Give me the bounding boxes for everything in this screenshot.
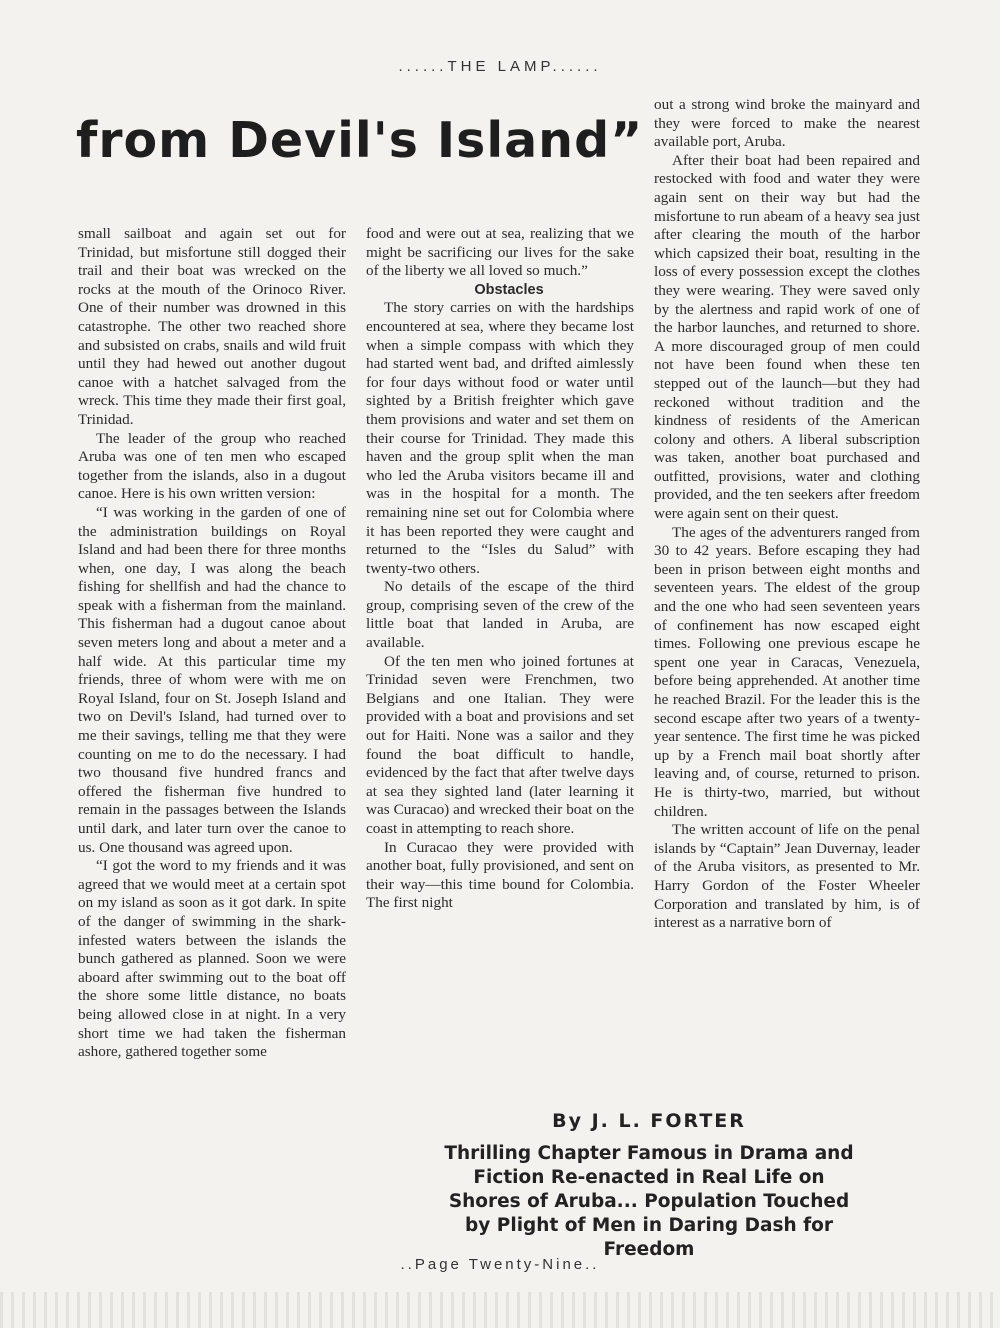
column-3: [654, 96, 920, 933]
running-head: ......THE LAMP......: [398, 58, 602, 75]
paragraph: In Curacao they were provided with another boat, fully provisioned, and sent on their way—this time bound for Colombia. The first night: [366, 838, 634, 912]
article-headline: from Devil's Island”: [76, 112, 644, 169]
paragraph: The ages of the adventurers ranged from 30 to 42 years. Before escaping they had been in prison between eight months and seventeen years. The eldest of the group and the one who had seen seventeen years of confinement has now escaped eight times. Following one previous escape he spent one year in Caracas, Venezuela, before being apprehended. At another time he reached Brazil. For the leader this is the second escape after two years of a twenty-year sentence. The first time he was picked up by a French mail boat shortly after leaving and, of course, returned to prison. He is thirty-two, married, but without children.: [654, 523, 920, 820]
paragraph: No details of the escape of the third group, comprising seven of the crew of the little boat that landed in Aruba, are available.: [366, 578, 634, 652]
column-1: [78, 225, 346, 1062]
paragraph: small sailboat and again set out for Trinidad, but misfortune still dogged their trail and their boat was wrecked on the rocks at the mouth of the Orinoco River. One of their number was drowned in this catastrophe. The other two reached shore and subsisted on crabs, snails and wild fruit until they had hewed out another dugout canoe with a hatchet salvaged from the wreck. This time they made their first goal, Trinidad.: [78, 225, 346, 428]
paragraph: out a strong wind broke the mainyard and they were forced to make the nearest available port, Aruba.: [654, 96, 920, 151]
paragraph: The written account of life on the penal islands by “Captain” Jean Duvernay, leader of the Aruba visitors, as presented to Mr. Harry Gordon of the Foster Wheeler Corporation and translated by him, is of interest as a narrative born of: [654, 821, 920, 932]
paragraph: The story carries on with the hardships encountered at sea, where they became lost when a simple compass with which they had started went bad, and drifted aimlessly for four days without food or water until sighted by a British freighter which gave them provisions and water and set them on their course for Trinidad. They made this haven and the group split when the man who led the Aruba visitors became ill and was in the hospital for a month. The remaining nine set out for Colombia where it has been reported they were caught and returned to the “Isles du Salud” with twenty-two others.: [366, 299, 634, 577]
article-deck: Thrilling Chapter Famous in Drama and Fiction Re-enacted in Real Life on Shores of Aruba... Population Touched by Plight of Men in Daring Dash for Freedom: [444, 1143, 854, 1260]
paragraph: “I got the word to my friends and it was agreed that we would meet at a certain spot on my island as soon as it got dark. In spite of the danger of swimming in the shark-infested waters between the islands the bunch gathered as planned. Soon we were aboard after swimming out to the boat off the shore some little distance, no boats being allowed close in at night. In a very short time we had taken the fisherman ashore, gathered together some: [78, 857, 346, 1061]
paragraph: After their boat had been repaired and restocked with food and water they were again sent on their way but had the misfortune to run abeam of a heavy sea just after clearing the mouth of the harbor which capsized their boat, resulting in the loss of every possession except the clothes they were wearing. They were saved only by the alertness and rapid work of one of the harbor launches, and returned to shore. A more discouraged group of men could not have been found when these ten stepped out of the launch—but they had reckoned without tradition and the kindness of residents of the American colony and others. A liberal subscription was taken, another boat purchased and outfitted, provisions, water and clothing provided, and the ten seekers after freedom were again sent on their quest.: [654, 151, 920, 523]
scan-smudge: [0, 1292, 1000, 1328]
paragraph: “I was working in the garden of one of the administration buildings on Royal Island and had been there for three months when, one day, I was along the beach fishing for shellfish and had the chance to speak with a fisherman from the mainland. This fisherman had a dugout canoe about seven meters long and about a meter and a half wide. At this particular time my friends, three of whom were with me on Royal Island, four on St. Joseph Island and two on Devil's Island, had turned over to me their savings, telling me that they were counting on me to do the necessary. I had two thousand five hundred francs and offered the fisherman five hundred to remain in the passages between the Islands until dark, and later turn over the canoe to us. One thousand was agreed upon.: [78, 503, 346, 856]
paragraph: The leader of the group who reached Aruba was one of ten men who escaped together from the islands, also in a dugout canoe. Here is his own written version:: [78, 429, 346, 503]
paragraph: food and were out at sea, realizing that we might be sacrificing our lives for the sake of the liberty we all loved so much.”: [366, 225, 634, 280]
byline: By J. L. FORTER: [552, 1110, 746, 1132]
paragraph: Of the ten men who joined fortunes at Trinidad seven were Frenchmen, two Belgians and one Italian. They were provided with a boat and provisions and set out for Haiti. None was a sailor and they found the boat difficult to handle, evidenced by the fact that after twelve days at sea they sighted land (later learning it was Curacao) and wrecked their boat on the coast in attempting to reach shore.: [366, 652, 634, 837]
column-2: [366, 225, 634, 913]
section-subhead: Obstacles: [474, 281, 544, 298]
page-folio: ..Page Twenty-Nine..: [400, 1256, 600, 1273]
